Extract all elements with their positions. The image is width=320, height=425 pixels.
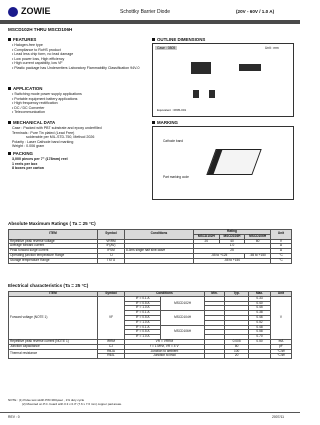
table-cell: VF xyxy=(98,296,125,339)
table-cell: °C/W xyxy=(271,354,292,359)
list-item: • Low power loss, High efficiency xyxy=(12,57,140,62)
elec-table xyxy=(8,291,292,359)
table-cell: 0.38 xyxy=(249,311,271,316)
list-item: • Telecommunication xyxy=(12,110,82,115)
mech-text xyxy=(12,126,102,149)
col-header: MSCD102H xyxy=(194,234,220,239)
col-header: ITEM xyxy=(9,230,98,240)
mech-heading: MECHANICAL DATA xyxy=(8,120,55,125)
table-cell: 20 xyxy=(225,354,249,359)
table-cell: IF = 1.0 A xyxy=(125,335,161,340)
table-cell: MSCD106H xyxy=(161,325,204,339)
table-cell: Repetitive peak reverse current (NOTE 1) xyxy=(9,339,98,344)
chip-marking xyxy=(206,149,261,175)
col-header: Rating xyxy=(194,230,271,235)
col-header: Unit xyxy=(271,230,292,240)
package-top-view xyxy=(191,62,211,74)
table-cell xyxy=(249,354,271,359)
col-header: Typ. xyxy=(225,292,249,297)
table-cell: Forward voltage (NOTE 1) xyxy=(9,296,98,339)
table-cell: Thermal resistance xyxy=(9,349,98,359)
mech-line: Terminals : Pure Tin plated (Lead Free) xyxy=(12,130,75,135)
notes xyxy=(8,398,122,406)
note-line: (2) Mounted on P.C. board with 0.3 x 0.3" (7.6 x 7.6 mm) copper pad areas. xyxy=(22,402,122,406)
table-cell: 0.40 xyxy=(249,301,271,306)
table-cell: MSCD104H xyxy=(161,311,204,325)
table-cell: Storage temperature Range xyxy=(9,258,98,263)
table-cell: 0.33 xyxy=(249,296,271,301)
col-header: Min. xyxy=(204,292,224,297)
table-cell: -55 to +125 xyxy=(194,253,245,258)
features-heading: FEATURES xyxy=(8,37,36,42)
cathode-band xyxy=(208,150,223,174)
footprint-pad xyxy=(193,90,199,98)
application-heading: APPLICATION xyxy=(8,86,42,91)
table-cell: IF = 1.0 A xyxy=(125,320,161,325)
table-cell: CJ xyxy=(98,344,125,349)
table-cell: MSCD102H xyxy=(161,296,204,310)
table-cell: Junction to lead xyxy=(125,354,205,359)
table-cell: RθJL xyxy=(98,354,125,359)
table-cell: IFSM xyxy=(98,249,125,254)
table-cell: IF = 0.5 A xyxy=(125,315,161,320)
footer-rule xyxy=(0,412,300,413)
features-list xyxy=(12,43,140,71)
list-item: • Lead less chip form, no lead damage xyxy=(12,52,140,57)
table-cell: IRRM xyxy=(98,339,125,344)
brand-logo xyxy=(8,7,18,17)
rating-range: (20V - 60V / 1.0 A) xyxy=(236,9,275,14)
cathode-label: Cathode band xyxy=(163,139,184,143)
col-header: MSCD104H xyxy=(219,234,245,239)
table-cell: 0.50 xyxy=(249,339,271,344)
packing-line: 8 boxes per carton xyxy=(12,166,44,171)
packing-text xyxy=(12,157,68,171)
footprint-pad xyxy=(209,90,215,98)
footprint-label: Equivalent : 0805-001 xyxy=(157,108,187,112)
table-cell: IF = 0.1 A xyxy=(125,311,161,316)
table-cell xyxy=(204,354,224,359)
header-bar xyxy=(0,20,300,24)
col-header: Symbol xyxy=(98,230,125,240)
table-cell: A xyxy=(271,244,292,249)
table-cell: Peak forward surge current xyxy=(9,249,98,254)
revision: REV : 0 xyxy=(8,415,20,419)
list-item: • Plastic package has Underwriters Laboratory Flammability Classification 94V-0 xyxy=(12,66,140,71)
marking-code-label: Part marking code xyxy=(163,175,189,179)
table-cell: 80 xyxy=(225,344,249,349)
table-cell: V xyxy=(271,296,292,339)
table-cell: 1.0 xyxy=(194,244,271,249)
abs-title: Absolute Maximum Ratings ( Ta = 25 °C) xyxy=(8,221,96,226)
part-range: MSCD102H THRU MSCD106H xyxy=(8,27,73,32)
table-cell: IF = 0.5 A xyxy=(125,330,161,335)
table-cell: 100 xyxy=(225,349,249,354)
table-row xyxy=(9,258,292,263)
list-item: • High frequency rectification xyxy=(12,101,82,106)
application-list xyxy=(12,92,82,115)
table-cell: -55 to +150 xyxy=(194,258,271,263)
table-cell: IF = 0.5 A xyxy=(125,301,161,306)
note-line: NOTE : (1) Pulse test width PW=300μsec , 1% duty cycle xyxy=(8,398,85,402)
col-header: Symbol xyxy=(98,292,125,297)
table-cell: 0.70 xyxy=(249,335,271,340)
list-item: • High current capability, low VF xyxy=(12,61,140,66)
list-item: • Switching mode power supply applications xyxy=(12,92,82,97)
list-item: • Halogen-free type xyxy=(12,43,140,48)
table-cell: IF(AV) xyxy=(98,244,125,249)
table-cell: V xyxy=(271,239,292,244)
col-header: MSCD106H xyxy=(245,234,271,239)
col-header: ITEM xyxy=(9,292,98,297)
outline-heading: OUTLINE DIMENSIONS xyxy=(152,37,205,42)
mech-line: Polarity : Laser Cathode band marking xyxy=(12,139,74,144)
case-label: Case : 0805 xyxy=(157,46,176,50)
abs-table xyxy=(8,229,292,264)
list-item: • Compliance to RoHS product xyxy=(12,48,140,53)
table-cell: 0.58 xyxy=(249,330,271,335)
table-cell: Average forward current xyxy=(9,244,98,249)
col-header: Max. xyxy=(249,292,271,297)
table-cell: °C xyxy=(271,253,292,258)
table-cell: Junction capacitance xyxy=(9,344,98,349)
packing-line: 3,000 pieces per 7" (178mm) reel xyxy=(12,157,68,161)
table-cell: TSTG xyxy=(98,258,125,263)
outline-drawing xyxy=(152,43,294,117)
col-header: Unit xyxy=(271,292,292,297)
table-cell: 0.48 xyxy=(249,325,271,330)
table-cell: -55 to +150 xyxy=(245,253,271,258)
table-cell: 0.005 xyxy=(225,339,249,344)
col-header: Conditions xyxy=(125,230,194,240)
table-cell: Junction to ambient xyxy=(125,349,205,354)
table-cell xyxy=(125,258,194,263)
table-cell: °C xyxy=(271,258,292,263)
col-header: Conditions xyxy=(125,292,205,297)
table-cell: 25 xyxy=(194,249,271,254)
package-side-view xyxy=(239,64,261,71)
table-cell: 60 xyxy=(245,239,271,244)
doc-title: Schottky Barrier Diode xyxy=(120,9,171,15)
brand-name: ZOWIE xyxy=(21,6,51,16)
table-cell: °C/W xyxy=(271,349,292,354)
doc-date: 2007/11 xyxy=(272,415,285,419)
table-cell: IF = 0.1 A xyxy=(125,296,161,301)
list-item: • Portable equipment battery applications xyxy=(12,97,82,102)
table-cell: 0.45 xyxy=(249,306,271,311)
marking-drawing xyxy=(152,126,294,200)
table-cell: 20 xyxy=(194,239,220,244)
mech-line: solderable per MIL-STD-750, Method 2026 xyxy=(26,135,95,140)
packing-heading: PACKING xyxy=(8,151,33,156)
table-cell: 0.52 xyxy=(249,320,271,325)
table-cell: f = 1 MHz, VR = 4 V xyxy=(125,344,205,349)
table-cell: IF = 0.1 A xyxy=(125,325,161,330)
mech-line: Weight : 0.006 gram xyxy=(12,144,45,149)
table-cell: Repetitive peak reverse voltage xyxy=(9,239,98,244)
table-cell: A xyxy=(271,249,292,254)
table-cell: RθJA xyxy=(98,349,125,354)
table-cell: 8.3ms single half sine-wave xyxy=(125,249,194,254)
table-cell: 40 xyxy=(219,239,245,244)
table-cell: Operating junction temperature Range xyxy=(9,253,98,258)
table-cell: pF xyxy=(271,344,292,349)
list-item: • DC / DC Converter xyxy=(12,106,82,111)
elec-title: Electrical characteristics (Ta = 25 °C) xyxy=(8,283,89,288)
marking-heading: MARKING xyxy=(152,120,178,125)
table-cell: TJ xyxy=(98,253,125,258)
table-cell: 0.46 xyxy=(249,315,271,320)
unit-label: Unit : mm xyxy=(265,46,279,50)
table-cell: VRRM xyxy=(98,239,125,244)
mech-line: Case : Packed with PBT substrate and epoxy underfilled xyxy=(12,126,102,130)
table-cell: VR = VRRM xyxy=(125,339,205,344)
table-cell: IF = 1.0 A xyxy=(125,306,161,311)
table-cell: mA xyxy=(271,339,292,344)
packing-line: 1 reels per box xyxy=(12,161,38,166)
